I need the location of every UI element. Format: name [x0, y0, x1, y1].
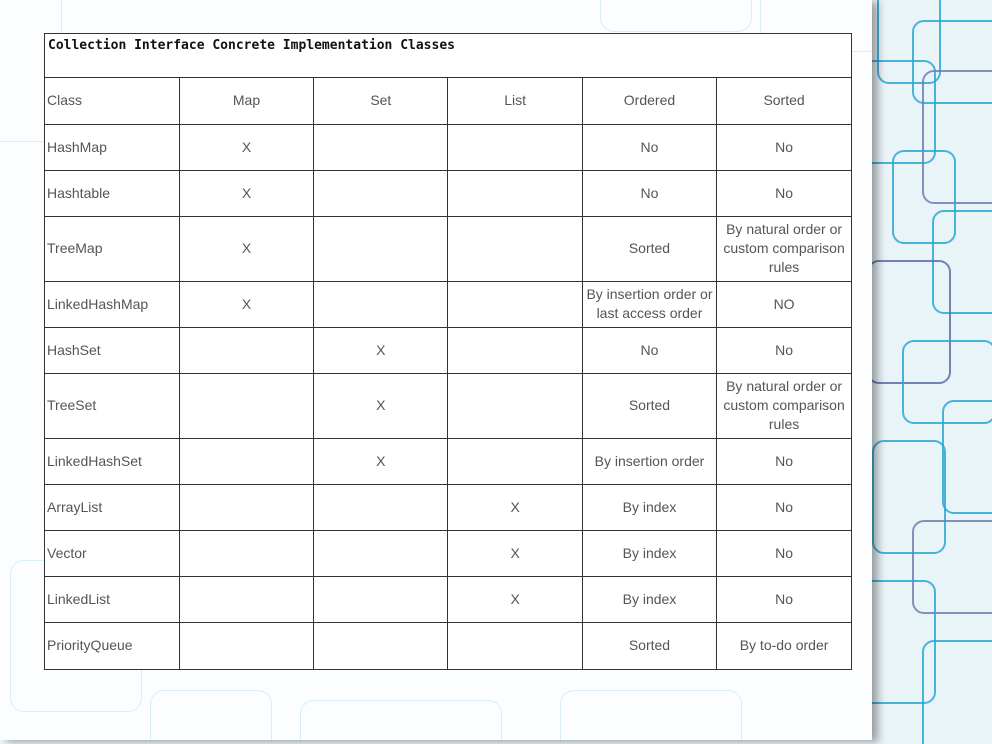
cell-class: TreeMap [45, 216, 179, 281]
cell-class: LinkedHashSet [45, 438, 179, 484]
cell-sorted: No [717, 124, 851, 170]
cell-map [179, 373, 313, 438]
cell-ordered: By insertion order or last access order [582, 281, 716, 327]
cell-set [314, 622, 448, 669]
cell-set [314, 484, 448, 530]
table-row [45, 530, 851, 576]
table-row [45, 124, 851, 170]
implementation-table [45, 78, 851, 669]
cell-list [448, 124, 582, 170]
cell-list [448, 373, 582, 438]
cell-class: HashMap [45, 124, 179, 170]
cell-set [314, 530, 448, 576]
cell-set [314, 216, 448, 281]
cell-sorted: NO [717, 281, 851, 327]
cell-map: X [179, 281, 313, 327]
cell-ordered: By index [582, 530, 716, 576]
cell-class: TreeSet [45, 373, 179, 438]
table-row [45, 170, 851, 216]
cell-ordered: Sorted [582, 216, 716, 281]
cell-map: X [179, 124, 313, 170]
table-row [45, 484, 851, 530]
cell-map [179, 576, 313, 622]
cell-sorted: By to-do order [717, 622, 851, 669]
cell-map [179, 438, 313, 484]
cell-class: Vector [45, 530, 179, 576]
cell-ordered: No [582, 124, 716, 170]
cell-ordered: No [582, 327, 716, 373]
cell-map: X [179, 216, 313, 281]
cell-map [179, 530, 313, 576]
column-header-list: List [448, 78, 582, 124]
collections-table [44, 33, 852, 670]
cell-sorted: No [717, 170, 851, 216]
cell-class: LinkedList [45, 576, 179, 622]
cell-list [448, 170, 582, 216]
cell-class: ArrayList [45, 484, 179, 530]
table-row [45, 622, 851, 669]
cell-map [179, 327, 313, 373]
cell-sorted: By natural order or custom comparison rules [717, 373, 851, 438]
table-row [45, 216, 851, 281]
cell-sorted: No [717, 576, 851, 622]
column-header-class: Class [45, 78, 179, 124]
cell-list [448, 281, 582, 327]
column-header-sorted: Sorted [717, 78, 851, 124]
cell-set [314, 281, 448, 327]
cell-list: X [448, 530, 582, 576]
cell-ordered: No [582, 170, 716, 216]
table-row [45, 438, 851, 484]
cell-list: X [448, 576, 582, 622]
cell-class: HashSet [45, 327, 179, 373]
cell-list [448, 216, 582, 281]
cell-class: LinkedHashMap [45, 281, 179, 327]
cell-list [448, 438, 582, 484]
cell-ordered: By index [582, 484, 716, 530]
table-row [45, 327, 851, 373]
cell-set: X [314, 327, 448, 373]
cell-list: X [448, 484, 582, 530]
cell-map [179, 484, 313, 530]
cell-ordered: Sorted [582, 622, 716, 669]
table-row [45, 576, 851, 622]
column-header-set: Set [314, 78, 448, 124]
cell-list [448, 622, 582, 669]
cell-class: Hashtable [45, 170, 179, 216]
decorative-background-pattern [872, 0, 992, 744]
table-row [45, 281, 851, 327]
column-header-map: Map [179, 78, 313, 124]
cell-sorted: No [717, 530, 851, 576]
cell-set: X [314, 438, 448, 484]
table-title: Collection Interface Concrete Implementation Classes [45, 34, 851, 78]
cell-sorted: No [717, 484, 851, 530]
cell-class: PriorityQueue [45, 622, 179, 669]
cell-ordered: Sorted [582, 373, 716, 438]
cell-map [179, 622, 313, 669]
cell-ordered: By insertion order [582, 438, 716, 484]
cell-set: X [314, 373, 448, 438]
cell-sorted: By natural order or custom comparison rules [717, 216, 851, 281]
cell-set [314, 124, 448, 170]
cell-set [314, 170, 448, 216]
cell-ordered: By index [582, 576, 716, 622]
table-row [45, 373, 851, 438]
cell-sorted: No [717, 327, 851, 373]
column-header-ordered: Ordered [582, 78, 716, 124]
cell-sorted: No [717, 438, 851, 484]
header-row [45, 78, 851, 124]
cell-set [314, 576, 448, 622]
cell-list [448, 327, 582, 373]
cell-map: X [179, 170, 313, 216]
